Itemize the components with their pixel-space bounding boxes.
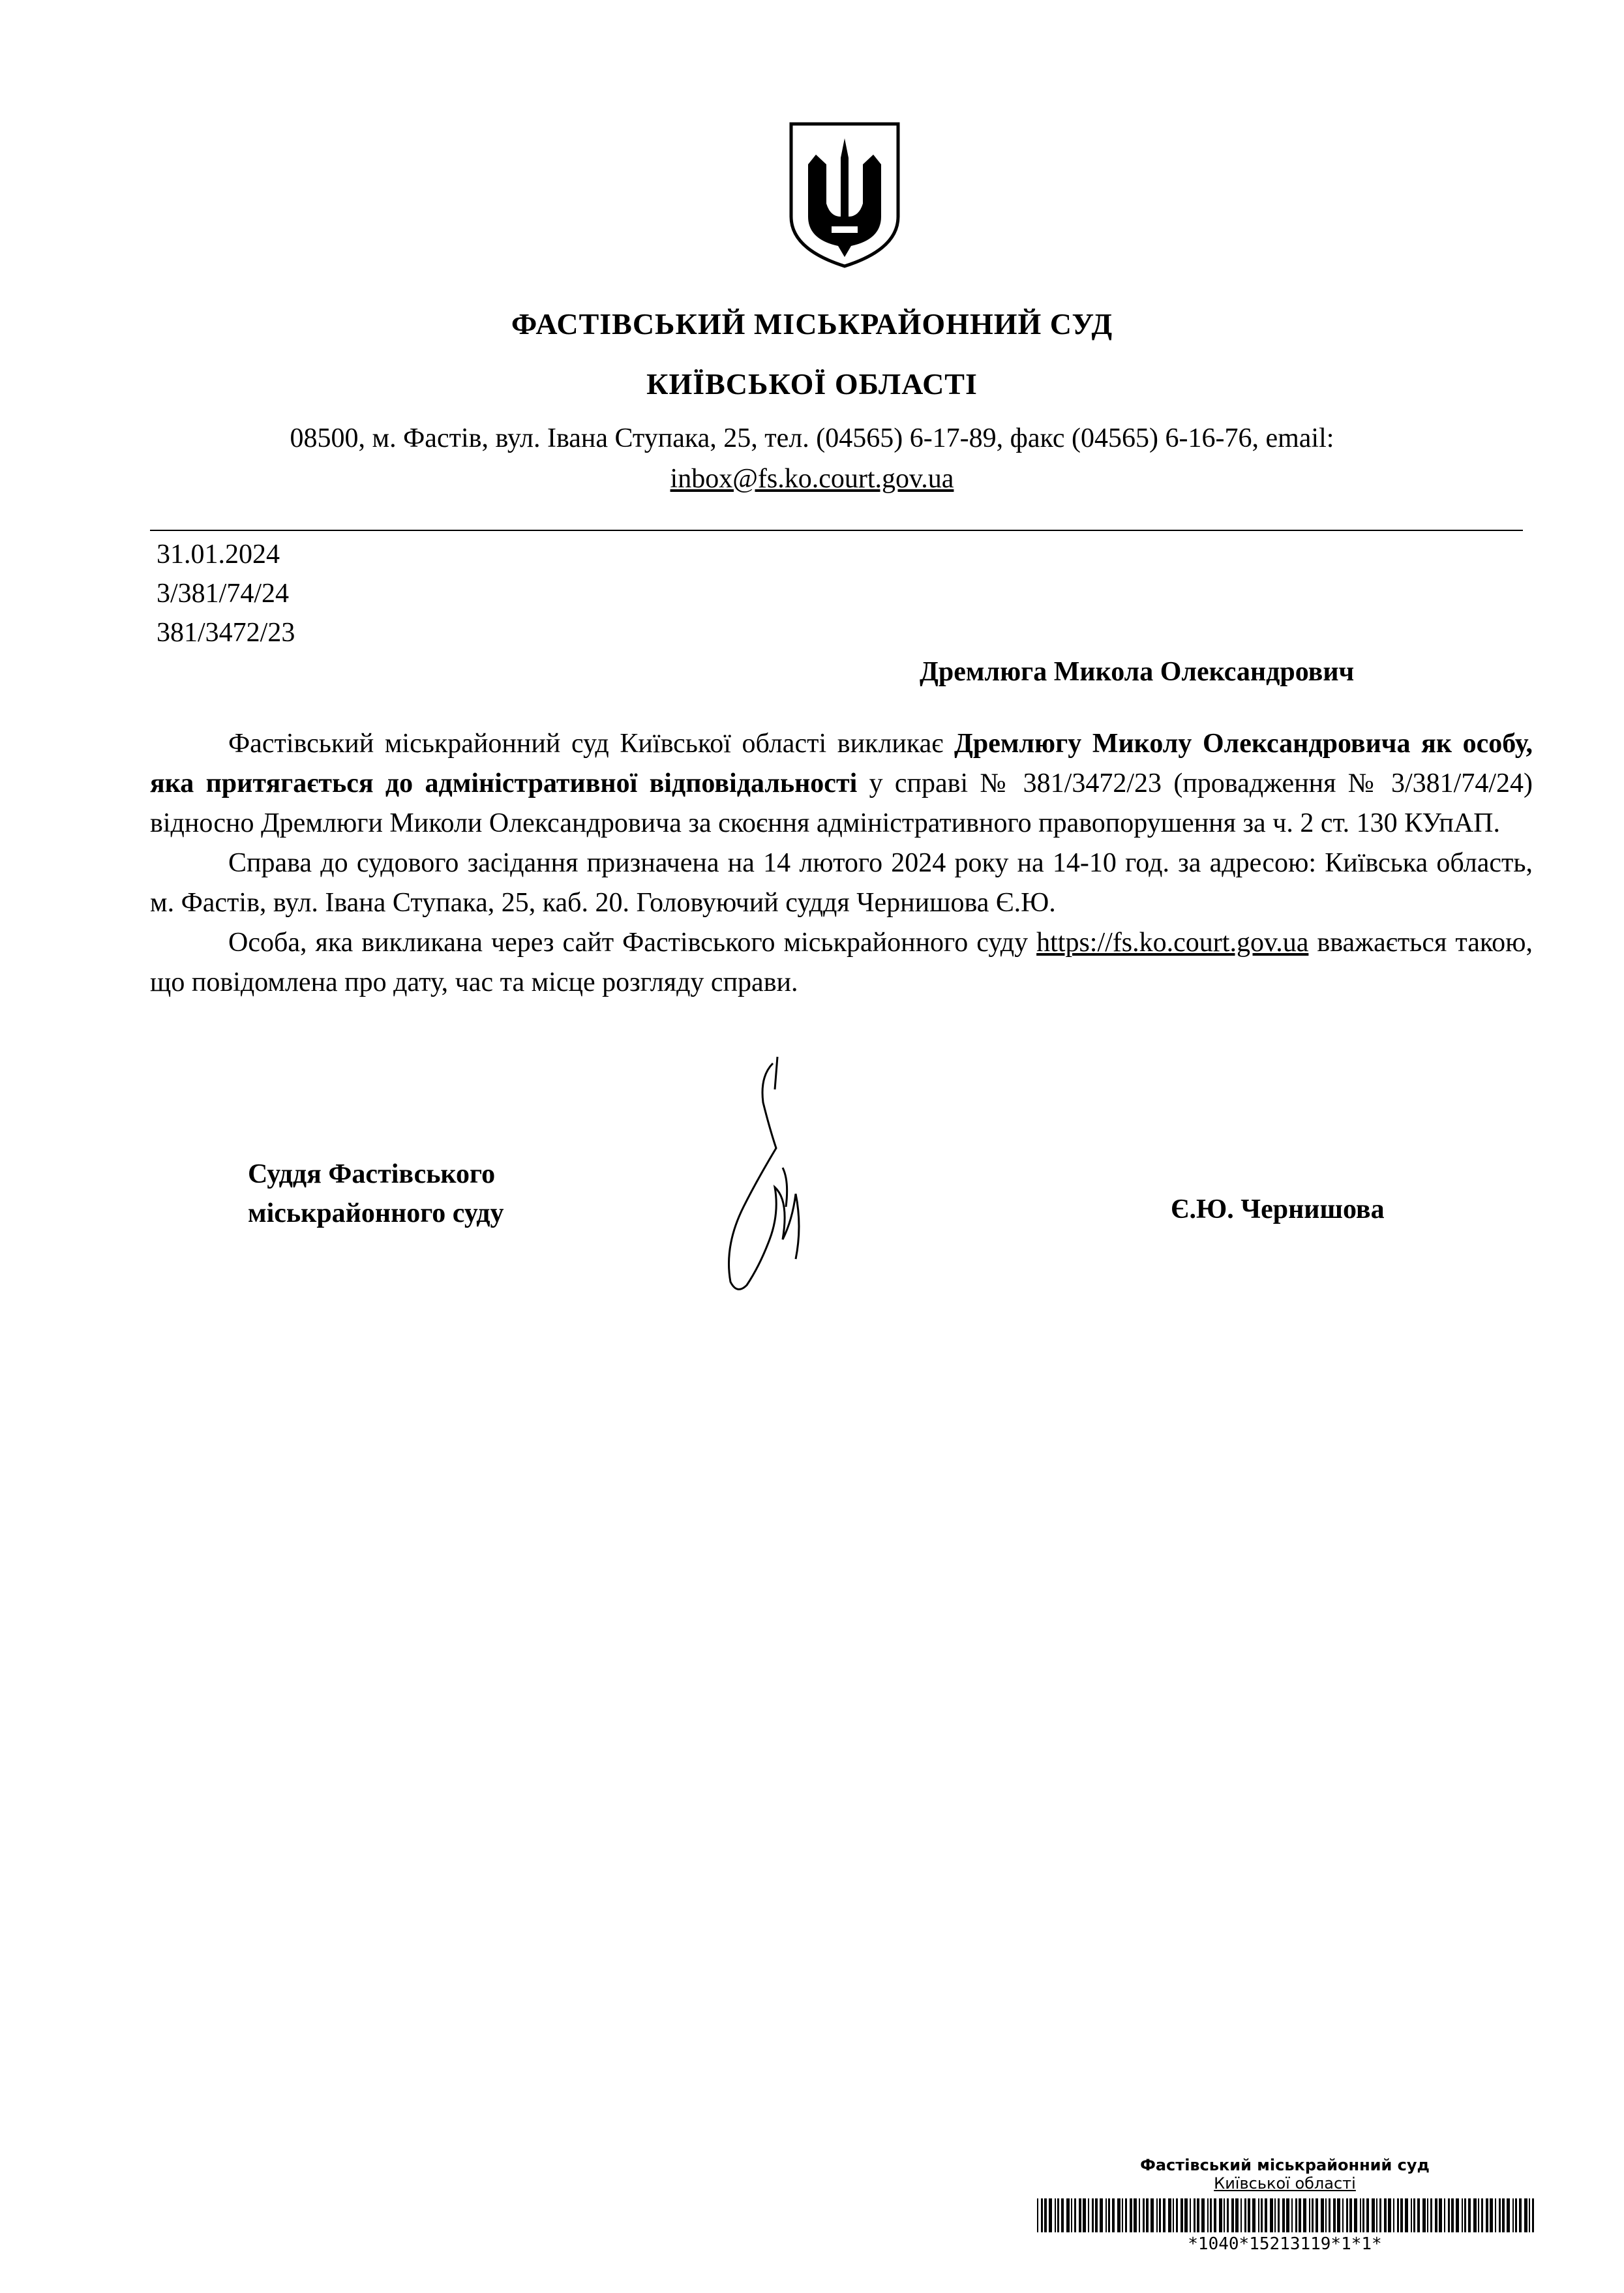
header-divider: [150, 530, 1523, 531]
body-paragraph-3: [150, 923, 1533, 1003]
barcode-number: *1040*15213119*1*1*: [1188, 2234, 1382, 2254]
court-stamp: [1030, 2156, 1539, 2193]
handwritten-signature: [698, 1050, 809, 1298]
addressee-name: Дремлюга Микола Олександрович: [920, 657, 1355, 687]
proceeding-number: 3/381/74/24: [157, 579, 290, 609]
letter-body: [150, 724, 1533, 1003]
coat-of-arms-icon: [786, 119, 903, 270]
p1-text-a: Фастівський міськрайонний суд Київської області викликає: [228, 729, 954, 759]
barcode-icon: [1037, 2198, 1536, 2232]
stamp-line1: Фастівський міськрайонний суд: [1140, 2156, 1430, 2174]
body-paragraph-1: [150, 724, 1533, 843]
p1-text-e: у справі № 381/3472/23 (провадження № 3/381/74/24) відносно Дремлюги Миколи Олександровича за скоєння адміністративного правопорушення за ч. 2 ст. 130 КУпАП.: [150, 768, 1533, 838]
court-website-link[interactable]: https://fs.ko.court.gov.ua: [1036, 928, 1309, 958]
court-name-line2: КИЇВСЬКОЇ ОБЛАСТІ: [646, 367, 978, 401]
signer-title: [248, 1155, 504, 1233]
body-paragraph-2: Справа до судового засідання призначена на 14 лютого 2024 року на 14-10 год. за адресою: Київська область, м. Фастів, вул. Івана Ступака, 25, каб. 20. Головуючий суддя Чернишова Є.Ю.: [150, 848, 1533, 918]
p3-text-a: Особа, яка викликана через сайт Фастівського міськрайонного суду: [228, 928, 1037, 958]
court-name-line1: ФАСТІВСЬКИЙ МІСЬКРАЙОННИЙ СУД: [511, 307, 1113, 341]
p1-role-a: як особу,: [1421, 729, 1533, 759]
signer-title-line2: міськрайонного суду: [248, 1198, 504, 1228]
stamp-line2: Київської області: [1214, 2174, 1356, 2193]
case-number: 381/3472/23: [157, 618, 295, 648]
p3-text-b: вважається такою, що повідомлена про дату, час та місце розгляду справи.: [150, 928, 1533, 997]
court-email-line: [0, 463, 1624, 494]
signer-title-line1: Суддя Фастівського: [248, 1159, 496, 1189]
document-date: 31.01.2024: [157, 539, 280, 569]
p1-bold-role: яка притягається до адміністративної відповідальності: [150, 768, 858, 798]
signer-name: Є.Ю. Чернишова: [1171, 1194, 1385, 1224]
p1-bold-name: Дремлюгу Миколу Олександровича: [954, 729, 1411, 759]
court-address: 08500, м. Фастів, вул. Івана Ступака, 25, тел. (04565) 6-17-89, факс (04565) 6-16-76, email:: [290, 423, 1334, 453]
p1-space: [1410, 729, 1421, 759]
court-email-link[interactable]: inbox@fs.ko.court.gov.ua: [670, 464, 954, 494]
